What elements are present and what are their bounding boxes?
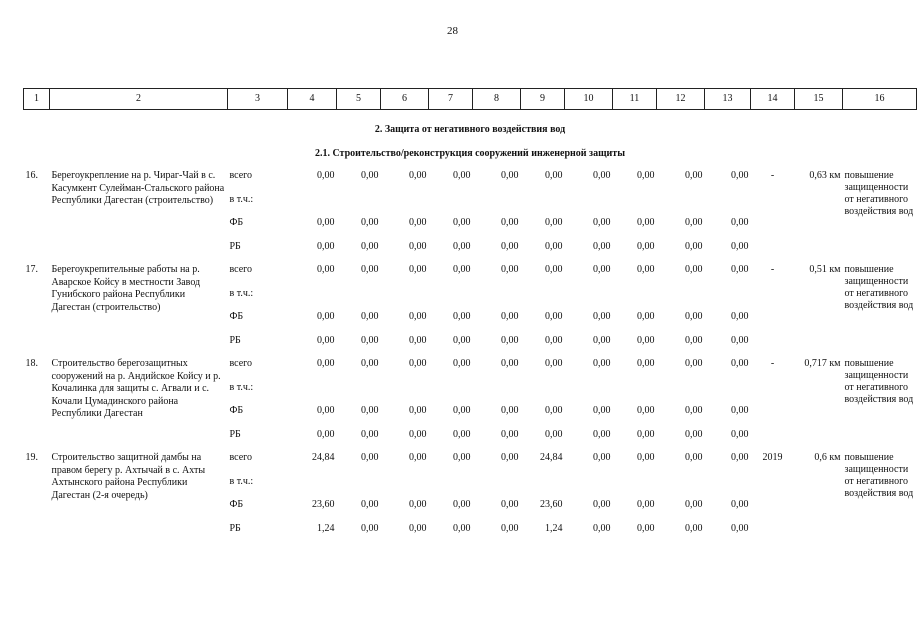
section-title: 2. Защита от негативного воздействия вод	[374, 124, 566, 135]
object-name: Строительство берегозащитных сооружений на р. Андийское Койсу и р. Кочалинка для защиты с. Агвали и с. Кочали Цумадинского района Республики Дагестан	[51, 358, 221, 419]
value-cell: 0,00	[453, 522, 471, 534]
page-number: 28	[447, 25, 458, 37]
object-name: Берегоукрепление на р. Чираг-Чай в с. Касумкент Сулейман-Стальского района Республики Дагестан (строительство)	[51, 170, 225, 206]
value-cell: 0,00	[317, 311, 335, 322]
value-cell: 0,00	[593, 358, 611, 369]
value-cell	[521, 476, 565, 500]
value-cell: 0,00	[501, 428, 519, 440]
value-cell: 1,24	[545, 522, 563, 534]
value-cell	[613, 288, 657, 312]
value-cell: 0,00	[593, 311, 611, 322]
value-cell	[521, 194, 565, 218]
funding-type: в т.ч.:	[229, 193, 254, 205]
funding-type: РБ	[229, 522, 241, 534]
value-cell: 0,00	[501, 311, 519, 322]
investment-table	[23, 88, 917, 546]
column-header: 13	[705, 89, 751, 110]
value-cell	[288, 288, 337, 312]
funding-type: в т.ч.:	[229, 381, 254, 393]
column-header: 9	[521, 89, 565, 110]
column-header: 15	[795, 89, 843, 110]
value-cell: 0,00	[453, 499, 471, 510]
value-cell: 0,00	[317, 240, 335, 252]
value-cell: 23,60	[312, 499, 335, 510]
value-cell: 0,00	[593, 405, 611, 416]
value-cell: 0,00	[593, 522, 611, 534]
value-cell: 0,00	[409, 264, 427, 275]
value-cell	[705, 288, 751, 312]
value-cell: 0,00	[731, 522, 749, 534]
value-cell: 23,60	[540, 499, 563, 510]
value-cell	[337, 382, 381, 406]
value-cell: 0,00	[317, 264, 335, 275]
value-cell: 0,00	[637, 264, 655, 275]
value-cell: 0,00	[593, 452, 611, 463]
value-cell: 0,00	[361, 217, 379, 228]
funding-type: РБ	[229, 334, 241, 346]
value-cell	[337, 288, 381, 312]
value-cell: 0,00	[685, 217, 703, 228]
column-header: 6	[381, 89, 429, 110]
subsection-title: 2.1. Строительство/реконструкция сооружений инженерной защиты	[314, 148, 626, 159]
value-cell	[565, 194, 613, 218]
value-cell: 0,00	[453, 264, 471, 275]
value-cell: 0,00	[317, 170, 335, 181]
value-cell: 0,00	[317, 217, 335, 228]
capacity: 0,51 км	[809, 264, 841, 275]
value-cell: 0,00	[453, 358, 471, 369]
value-cell: 0,00	[409, 428, 427, 440]
value-cell: 0,00	[361, 311, 379, 322]
value-cell	[657, 194, 705, 218]
value-cell: 0,00	[637, 311, 655, 322]
table-row	[24, 170, 917, 194]
value-cell	[657, 288, 705, 312]
value-cell: 0,00	[453, 452, 471, 463]
value-cell: 0,00	[501, 452, 519, 463]
column-number-row	[24, 89, 917, 110]
value-cell: 0,00	[685, 334, 703, 346]
column-header: 12	[657, 89, 705, 110]
object-name: Строительство защитной дамбы на правом берегу р. Ахтычай в с. Ахты Ахтынского района Республики Дагестан (2-я очередь)	[51, 452, 206, 501]
value-cell: 0,00	[545, 240, 563, 252]
value-cell: 0,00	[453, 217, 471, 228]
value-cell: 0,00	[361, 499, 379, 510]
value-cell: 0,00	[409, 240, 427, 252]
value-cell: 0,00	[545, 334, 563, 346]
value-cell: 0,00	[685, 311, 703, 322]
value-cell: 0,00	[685, 428, 703, 440]
value-cell: 0,00	[453, 170, 471, 181]
value-cell: 0,00	[731, 405, 749, 416]
value-cell: 0,00	[637, 499, 655, 510]
value-cell: 24,84	[312, 452, 335, 463]
subsection-title-row	[24, 138, 917, 170]
value-cell: 0,00	[409, 358, 427, 369]
column-header: 2	[50, 89, 228, 110]
column-header: 16	[843, 89, 917, 110]
value-cell: 0,00	[501, 240, 519, 252]
row-number: 19.	[25, 452, 38, 463]
value-cell: 0,00	[409, 405, 427, 416]
column-header: 10	[565, 89, 613, 110]
row-number: 17.	[25, 264, 38, 275]
value-cell: 0,00	[545, 405, 563, 416]
value-cell: 0,00	[409, 522, 427, 534]
funding-type: ФБ	[229, 405, 244, 416]
value-cell: 0,00	[453, 240, 471, 252]
value-cell: 0,00	[501, 264, 519, 275]
value-cell: 0,00	[361, 522, 379, 534]
value-cell: 0,00	[593, 264, 611, 275]
value-cell	[521, 288, 565, 312]
value-cell: 0,00	[731, 311, 749, 322]
column-header: 14	[751, 89, 795, 110]
value-cell: 0,00	[409, 311, 427, 322]
value-cell	[429, 476, 473, 500]
value-cell: 0,00	[501, 522, 519, 534]
value-cell: 0,00	[545, 170, 563, 181]
value-cell: 0,00	[731, 264, 749, 275]
value-cell: 0,00	[637, 452, 655, 463]
column-header: 3	[228, 89, 288, 110]
expected-result: повышение защищенности от негативного воздействия вод	[844, 358, 914, 405]
value-cell: 0,00	[317, 358, 335, 369]
row-number: 16.	[25, 170, 38, 181]
funding-type: всего	[229, 264, 253, 275]
value-cell: 0,00	[361, 358, 379, 369]
value-cell	[473, 288, 521, 312]
funding-type: в т.ч.:	[229, 475, 254, 487]
value-cell	[429, 382, 473, 406]
value-cell	[288, 476, 337, 500]
value-cell	[381, 288, 429, 312]
section-title-row	[24, 110, 917, 139]
value-cell	[613, 382, 657, 406]
value-cell	[337, 476, 381, 500]
value-cell	[565, 382, 613, 406]
value-cell: 0,00	[545, 428, 563, 440]
value-cell	[705, 476, 751, 500]
value-cell: 0,00	[637, 428, 655, 440]
value-cell	[657, 382, 705, 406]
table-body	[24, 89, 917, 547]
value-cell: 0,00	[593, 170, 611, 181]
value-cell: 0,00	[593, 499, 611, 510]
value-cell: 0,00	[593, 334, 611, 346]
value-cell: 0,00	[361, 170, 379, 181]
value-cell: 0,00	[593, 428, 611, 440]
value-cell: 0,00	[685, 240, 703, 252]
capacity: 0,6 км	[814, 452, 841, 463]
value-cell	[381, 476, 429, 500]
capacity: 0,63 км	[809, 170, 841, 181]
value-cell: 0,00	[637, 170, 655, 181]
expected-result: повышение защищенности от негативного воздействия вод	[844, 452, 914, 499]
value-cell: 0,00	[637, 405, 655, 416]
value-cell: 0,00	[501, 358, 519, 369]
funding-type: всего	[229, 170, 253, 181]
funding-type: ФБ	[229, 311, 244, 322]
value-cell: 0,00	[409, 334, 427, 346]
commissioning-year: -	[770, 358, 775, 369]
value-cell: 0,00	[685, 522, 703, 534]
value-cell	[565, 476, 613, 500]
value-cell: 0,00	[637, 522, 655, 534]
value-cell: 0,00	[453, 334, 471, 346]
value-cell	[705, 194, 751, 218]
value-cell: 0,00	[317, 405, 335, 416]
value-cell: 0,00	[545, 217, 563, 228]
expected-result: повышение защищенности от негативного воздействия вод	[844, 264, 914, 311]
value-cell: 0,00	[317, 428, 335, 440]
value-cell: 0,00	[731, 428, 749, 440]
expected-result: повышение защищенности от негативного воздействия вод	[844, 170, 914, 217]
value-cell: 0,00	[685, 264, 703, 275]
value-cell: 0,00	[545, 311, 563, 322]
value-cell: 0,00	[501, 405, 519, 416]
value-cell: 0,00	[685, 170, 703, 181]
value-cell: 0,00	[685, 405, 703, 416]
value-cell: 0,00	[501, 499, 519, 510]
commissioning-year: 2019	[762, 452, 783, 463]
column-header: 11	[613, 89, 657, 110]
value-cell	[565, 288, 613, 312]
commissioning-year: -	[770, 264, 775, 275]
row-number: 18.	[25, 358, 38, 369]
value-cell: 0,00	[637, 334, 655, 346]
value-cell	[381, 382, 429, 406]
value-cell: 0,00	[731, 170, 749, 181]
value-cell: 0,00	[409, 499, 427, 510]
commissioning-year: -	[770, 170, 775, 181]
value-cell: 0,00	[545, 358, 563, 369]
value-cell: 0,00	[409, 217, 427, 228]
value-cell: 0,00	[731, 358, 749, 369]
value-cell: 0,00	[685, 499, 703, 510]
value-cell: 0,00	[731, 240, 749, 252]
value-cell: 0,00	[361, 405, 379, 416]
value-cell: 0,00	[501, 334, 519, 346]
capacity: 0,717 км	[804, 358, 841, 369]
column-header: 4	[288, 89, 337, 110]
value-cell: 0,00	[685, 452, 703, 463]
value-cell: 0,00	[361, 334, 379, 346]
value-cell: 0,00	[453, 311, 471, 322]
value-cell	[429, 194, 473, 218]
value-cell	[657, 476, 705, 500]
value-cell: 0,00	[685, 358, 703, 369]
object-name: Берегоукрепительные работы на р. Аварское Койсу в местности Завод Гунибского района Республики Дагестан (строительство)	[51, 264, 201, 313]
value-cell: 0,00	[731, 452, 749, 463]
value-cell	[473, 476, 521, 500]
value-cell: 0,00	[593, 217, 611, 228]
value-cell: 0,00	[731, 499, 749, 510]
value-cell: 0,00	[731, 217, 749, 228]
funding-type: всего	[229, 358, 253, 369]
value-cell: 0,00	[453, 428, 471, 440]
value-cell	[288, 194, 337, 218]
value-cell: 0,00	[361, 428, 379, 440]
funding-type: РБ	[229, 428, 241, 440]
value-cell: 0,00	[361, 264, 379, 275]
value-cell: 0,00	[501, 170, 519, 181]
column-header: 5	[337, 89, 381, 110]
value-cell: 0,00	[317, 334, 335, 346]
value-cell: 0,00	[453, 405, 471, 416]
funding-type: РБ	[229, 240, 241, 252]
value-cell: 0,00	[409, 452, 427, 463]
value-cell: 24,84	[540, 452, 563, 463]
value-cell	[288, 382, 337, 406]
value-cell: 0,00	[637, 240, 655, 252]
value-cell	[473, 382, 521, 406]
value-cell	[381, 194, 429, 218]
value-cell: 0,00	[409, 170, 427, 181]
value-cell	[705, 382, 751, 406]
value-cell: 0,00	[731, 334, 749, 346]
value-cell: 0,00	[637, 217, 655, 228]
funding-type: ФБ	[229, 217, 244, 228]
value-cell	[429, 288, 473, 312]
funding-type: ФБ	[229, 499, 244, 510]
value-cell: 0,00	[593, 240, 611, 252]
value-cell	[337, 194, 381, 218]
value-cell	[473, 194, 521, 218]
value-cell: 0,00	[361, 240, 379, 252]
table-row	[24, 264, 917, 288]
column-header: 8	[473, 89, 521, 110]
column-header: 7	[429, 89, 473, 110]
table-row	[24, 452, 917, 476]
value-cell: 0,00	[637, 358, 655, 369]
value-cell	[613, 194, 657, 218]
value-cell	[613, 476, 657, 500]
value-cell: 0,00	[501, 217, 519, 228]
value-cell: 0,00	[361, 452, 379, 463]
value-cell: 0,00	[545, 264, 563, 275]
value-cell: 1,24	[317, 522, 335, 534]
funding-type: в т.ч.:	[229, 287, 254, 299]
column-header: 1	[24, 89, 50, 110]
value-cell	[521, 382, 565, 406]
table-row	[24, 358, 917, 382]
funding-type: всего	[229, 452, 253, 463]
